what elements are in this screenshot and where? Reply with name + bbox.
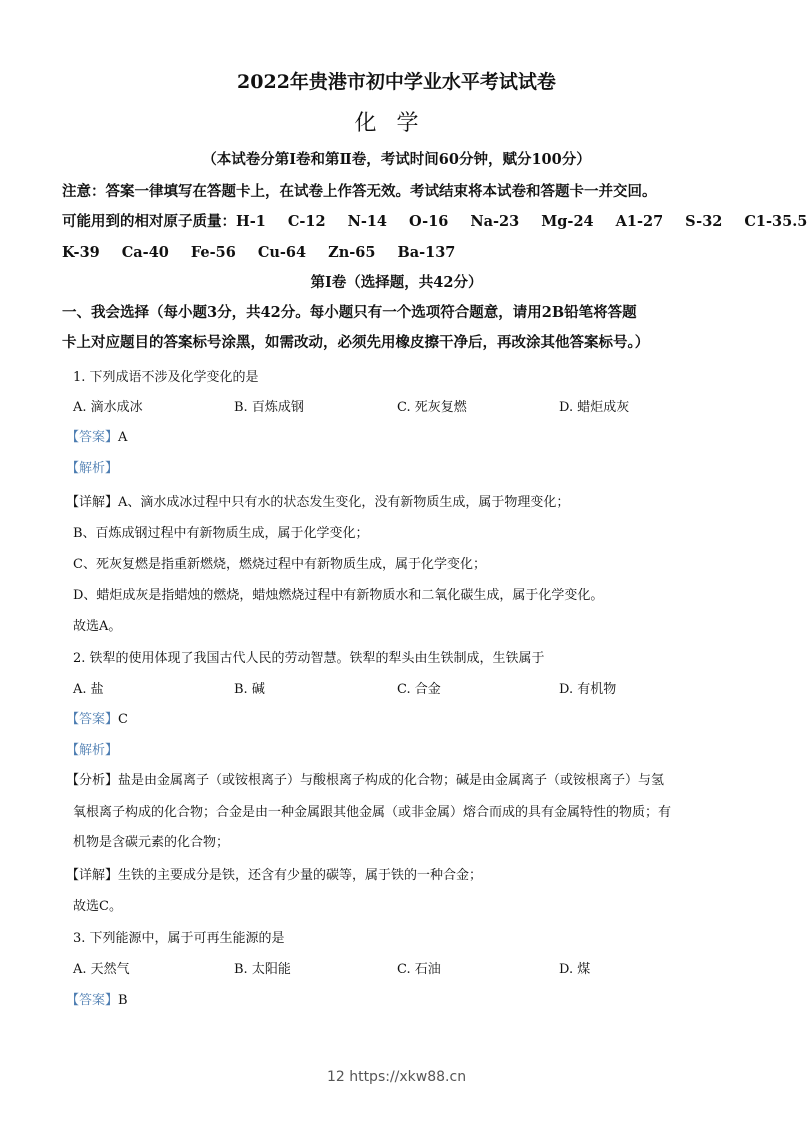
answer-tag: 【答案】 <box>66 993 119 1008</box>
detail-2 <box>66 867 482 885</box>
mass: C1-35.5 <box>744 213 807 230</box>
option: A. 滴水成冰 <box>73 400 143 415</box>
option: D. 有机物 <box>559 682 617 697</box>
mass: H-1 <box>236 213 266 230</box>
page-footer: 12 https://xkw88.cn <box>326 1069 467 1085</box>
mass: Ba-137 <box>397 244 456 261</box>
option: C. 石油 <box>397 962 441 977</box>
detail-tag: 【详解】 <box>66 495 119 510</box>
answer-value: C <box>118 712 128 727</box>
detail-1 <box>66 494 569 512</box>
conclusion-1: 故选A。 <box>73 619 122 634</box>
section1-instructions: 一、我会选择（每小题3分，共42分。每小题只有一个选项符合题意，请用2B铅笔将答题 <box>62 304 637 321</box>
option: B. 碱 <box>234 682 265 697</box>
exam-title: 2022年贵港市初中学业水平考试试卷 <box>237 71 556 93</box>
analysis-text: 机物是含碳元素的化合物； <box>73 835 230 850</box>
option: D. 煤 <box>559 962 591 977</box>
section1-instructions-cont: 卡上对应题目的答案标号涂黑，如需改动，必须先用橡皮擦干净后，再改涂其他答案标号。） <box>62 334 650 351</box>
atomic-masses-line1 <box>62 213 807 231</box>
mass: C-12 <box>287 213 326 230</box>
answer-1 <box>66 429 127 447</box>
mass: Fe-56 <box>190 244 236 261</box>
subject-heading: 化学 <box>354 111 439 136</box>
mass: O-16 <box>409 213 449 230</box>
answer-2 <box>66 711 128 729</box>
fenxi-tag: 【分析】 <box>66 773 119 788</box>
notice: 注意：答案一律填写在答题卡上，在试卷上作答无效。考试结束将本试卷和答题卡一并交回。 <box>62 183 657 200</box>
answer-value: A <box>118 430 128 445</box>
answer-tag: 【答案】 <box>66 430 119 445</box>
masses-label: 可能用到的相对原子质量： <box>62 213 236 230</box>
answer-value: B <box>118 993 128 1008</box>
mass: Na-23 <box>470 213 520 230</box>
option: C. 死灰复燃 <box>397 400 467 415</box>
exam-subtitle: （本试卷分第Ⅰ卷和第Ⅱ卷，考试时间60分钟，赋分100分） <box>202 151 591 168</box>
mass: Mg-24 <box>541 213 594 230</box>
mass: Zn-65 <box>328 244 376 261</box>
detail-text: C、死灰复燃是指重新燃烧，燃烧过程中有新物质生成，属于化学变化； <box>73 557 486 572</box>
answer-3 <box>66 992 128 1010</box>
question-2-stem: 2. 铁犁的使用体现了我国古代人民的劳动智慧。铁犁的犁头由生铁制成，生铁属于 <box>73 651 545 666</box>
mass: N-14 <box>347 213 388 230</box>
detail-text: D、蜡炬成灰是指蜡烛的燃烧，蜡烛燃烧过程中有新物质水和二氧化碳生成，属于化学变化。 <box>73 588 604 603</box>
analysis-tag: 【解析】 <box>66 743 119 758</box>
option: C. 合金 <box>397 682 441 697</box>
option: B. 太阳能 <box>234 962 291 977</box>
detail-text: B、百炼成钢过程中有新物质生成，属于化学变化； <box>73 526 369 541</box>
analysis-text: 氧根离子构成的化合物；合金是由一种金属跟其他金属（或非金属）熔合而成的具有金属特性的物质；有 <box>73 805 672 820</box>
answer-tag: 【答案】 <box>66 712 119 727</box>
question-1-stem: 1. 下列成语不涉及化学变化的是 <box>73 370 259 385</box>
option: B. 百炼成钢 <box>234 400 304 415</box>
option: D. 蜡炬成灰 <box>559 400 630 415</box>
mass: S-32 <box>685 213 723 230</box>
detail-text: 生铁的主要成分是铁，还含有少量的碳等，属于铁的一种合金； <box>118 868 483 883</box>
conclusion-2: 故选C。 <box>73 899 122 914</box>
option: A. 盐 <box>73 682 104 697</box>
mass: A1-27 <box>615 213 664 230</box>
mass: Ca-40 <box>121 244 169 261</box>
analysis-tag: 【解析】 <box>66 461 119 476</box>
analysis-2 <box>66 772 664 790</box>
analysis-text: 盐是由金属离子（或铵根离子）与酸根离子构成的化合物；碱是由金属离子（或铵根离子）与氢 <box>118 773 665 788</box>
mass: K-39 <box>62 244 100 261</box>
question-3-stem: 3. 下列能源中，属于可再生能源的是 <box>73 931 285 946</box>
part1-heading: 第Ⅰ卷（选择题，共42分） <box>310 274 483 291</box>
atomic-masses-line2 <box>62 244 477 262</box>
option: A. 天然气 <box>73 962 130 977</box>
detail-tag: 【详解】 <box>66 868 119 883</box>
mass: Cu-64 <box>257 244 307 261</box>
detail-text: A、滴水成冰过程中只有水的状态发生变化，没有新物质生成，属于物理变化； <box>118 495 570 510</box>
